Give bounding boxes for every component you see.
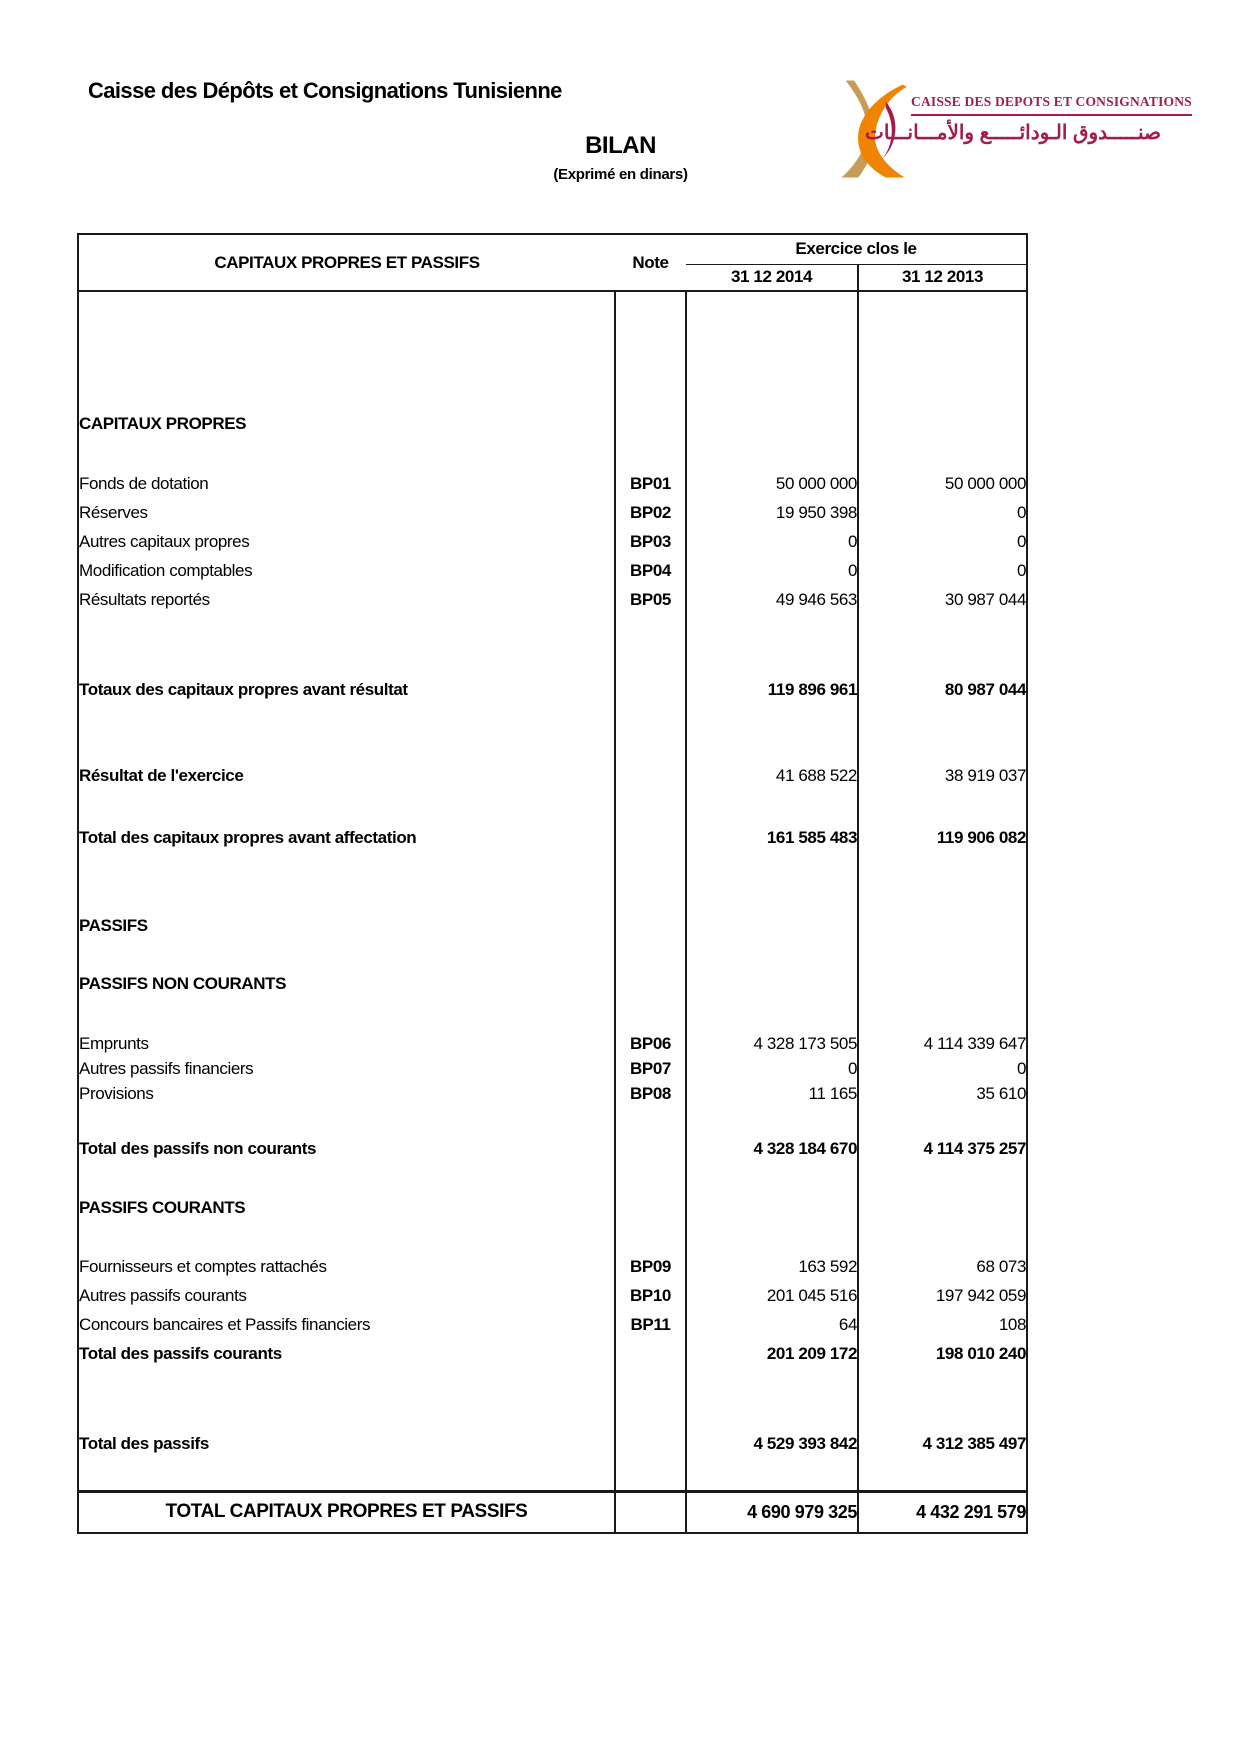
row-label: Fonds de dotation (79, 473, 209, 493)
row-value-2014 (686, 911, 858, 941)
table-row (78, 1031, 1027, 1056)
row-label: Total des passifs non courants (79, 1139, 317, 1159)
table-row (78, 527, 1027, 556)
row-value-2014 (686, 1193, 858, 1223)
grand-total-note (615, 1491, 686, 1533)
logo-text-arabic: صنـــــدوق الـودائـــــع والأمـــانـــات (865, 122, 1161, 144)
grand-total-row (78, 1491, 1027, 1533)
row-value-2014: 163 592 (798, 1256, 857, 1276)
spacer-row (78, 704, 1027, 761)
row-value-2014: 201 045 516 (766, 1285, 857, 1305)
row-label: Modification comptables (79, 560, 253, 580)
table-row (78, 1281, 1027, 1310)
spacer-row (78, 1223, 1027, 1252)
row-value-2014 (686, 969, 858, 999)
row-value-2014: 201 209 172 (766, 1343, 857, 1363)
row-note: BP09 (615, 1252, 686, 1281)
column-header-2013: 31 12 2013 (858, 264, 1027, 291)
grand-total-label: TOTAL CAPITAUX PROPRES ET PASSIFS (78, 1491, 615, 1533)
row-note (615, 1193, 686, 1223)
section-heading-row (78, 969, 1027, 999)
row-value-2013 (858, 911, 1027, 941)
row-value-2014: 64 (838, 1314, 857, 1334)
row-value-2013: 0 (858, 1056, 1027, 1081)
row-label: Réserves (79, 502, 148, 522)
row-note (615, 1429, 686, 1459)
section-heading-row (78, 409, 1027, 439)
table-row (78, 498, 1027, 527)
column-header-note: Note (615, 234, 686, 291)
section-heading-row (78, 911, 1027, 941)
row-value-2013: 108 (858, 1310, 1027, 1339)
logo-text-french: CAISSE DES DEPOTS ET CONSIGNATIONS (911, 94, 1192, 116)
row-value-2014: 0 (847, 1058, 857, 1078)
spacer-row (78, 1106, 1027, 1134)
row-note (615, 1339, 686, 1368)
row-label: Résultat de l'exercice (79, 766, 244, 786)
row-value-2014: 119 896 961 (767, 679, 857, 699)
row-value-2013: 198 010 240 (858, 1339, 1027, 1368)
row-note: BP10 (615, 1281, 686, 1310)
row-value-2013: 4 114 339 647 (858, 1031, 1027, 1056)
row-value-2013: 4 114 375 257 (858, 1134, 1027, 1164)
row-value-2013: 68 073 (858, 1252, 1027, 1281)
row-value-2014: 0 (847, 560, 857, 580)
row-value-2013: 30 987 044 (858, 585, 1027, 614)
subtotal-row (78, 823, 1027, 853)
row-label: Total des passifs courants (79, 1343, 282, 1363)
row-label: Autres passifs courants (79, 1285, 247, 1305)
row-note: BP06 (615, 1031, 686, 1056)
subtotal-row (78, 675, 1027, 704)
table-row (78, 585, 1027, 614)
row-value-2014: 161 585 483 (766, 828, 857, 848)
spacer-row (78, 853, 1027, 911)
row-value-2014: 0 (847, 531, 857, 551)
table-row (78, 761, 1027, 791)
row-value-2013: 0 (858, 556, 1027, 585)
spacer-row (78, 439, 1027, 469)
row-value-2014: 49 946 563 (775, 589, 857, 609)
row-note: BP02 (615, 498, 686, 527)
table-header-row-1 (78, 234, 1027, 264)
row-note: BP08 (615, 1081, 686, 1106)
row-label: Concours bancaires et Passifs financiers (79, 1314, 371, 1334)
row-label: Résultats reportés (79, 589, 210, 609)
row-value-2013: 50 000 000 (858, 469, 1027, 498)
row-note: BP03 (615, 527, 686, 556)
column-header-label: CAPITAUX PROPRES ET PASSIFS (78, 234, 615, 291)
row-label: Totaux des capitaux propres avant résultat (79, 679, 408, 699)
table-row (78, 469, 1027, 498)
spacer-row (78, 1164, 1027, 1193)
row-value-2014 (686, 409, 858, 439)
company-name: Caisse des Dépôts et Consignations Tunisienne (88, 78, 562, 103)
spacer-row (78, 941, 1027, 969)
spacer-row (78, 291, 1027, 409)
row-note: BP11 (615, 1310, 686, 1339)
row-note: BP01 (615, 469, 686, 498)
row-label: Total des capitaux propres avant affectation (79, 828, 417, 848)
row-note (615, 1134, 686, 1164)
row-note (615, 823, 686, 853)
section-heading-row (78, 1193, 1027, 1223)
row-value-2014: 4 529 393 842 (753, 1434, 857, 1454)
spacer-row (78, 999, 1027, 1031)
table-row (78, 1056, 1027, 1081)
document-title: BILAN (585, 132, 656, 159)
grand-total-value-2013: 4 432 291 579 (858, 1491, 1027, 1533)
subtotal-row (78, 1339, 1027, 1368)
row-note (615, 911, 686, 941)
row-note: BP05 (615, 585, 686, 614)
subtotal-row (78, 1134, 1027, 1164)
row-label: Provisions (79, 1083, 154, 1103)
table-row (78, 1081, 1027, 1106)
table-row (78, 556, 1027, 585)
row-value-2014: 50 000 000 (775, 473, 857, 493)
row-note (615, 409, 686, 439)
row-value-2014: 11 165 (808, 1083, 857, 1103)
bilan-table (77, 233, 1028, 1534)
table-row (78, 1252, 1027, 1281)
row-note: BP07 (615, 1056, 686, 1081)
row-value-2013: 38 919 037 (858, 761, 1027, 791)
row-value-2013: 80 987 044 (858, 675, 1027, 704)
row-value-2013: 35 610 (858, 1081, 1027, 1106)
column-header-period-group: Exercice clos le (686, 234, 1027, 264)
row-label: PASSIFS (79, 916, 148, 936)
row-label: Autres capitaux propres (79, 531, 250, 551)
column-header-2014: 31 12 2014 (686, 264, 858, 291)
row-value-2013: 0 (858, 527, 1027, 556)
row-note (615, 761, 686, 791)
row-label: Total des passifs (79, 1434, 209, 1454)
spacer-row (78, 1459, 1027, 1491)
row-value-2014: 41 688 522 (775, 766, 857, 786)
spacer-row (78, 1368, 1027, 1429)
row-label: Fournisseurs et comptes rattachés (79, 1256, 327, 1276)
row-note (615, 675, 686, 704)
row-value-2013 (858, 409, 1027, 439)
subtotal-row (78, 1429, 1027, 1459)
row-label: PASSIFS NON COURANTS (79, 974, 287, 994)
row-value-2013: 4 312 385 497 (858, 1429, 1027, 1459)
row-note: BP04 (615, 556, 686, 585)
row-value-2013: 197 942 059 (858, 1281, 1027, 1310)
row-label: CAPITAUX PROPRES (79, 414, 247, 434)
row-label: Autres passifs financiers (79, 1058, 254, 1078)
spacer-row (78, 614, 1027, 675)
row-value-2013 (858, 969, 1027, 999)
row-note (615, 969, 686, 999)
spacer-row (78, 791, 1027, 823)
row-value-2014: 19 950 398 (775, 502, 857, 522)
row-value-2013 (858, 1193, 1027, 1223)
row-value-2014: 4 328 173 505 (753, 1033, 857, 1053)
row-value-2013: 119 906 082 (858, 823, 1027, 853)
row-label: PASSIFS COURANTS (79, 1198, 246, 1218)
row-value-2014: 4 328 184 670 (753, 1139, 857, 1159)
table-row (78, 1310, 1027, 1339)
row-value-2013: 0 (858, 498, 1027, 527)
row-label: Emprunts (79, 1033, 149, 1053)
document-subtitle: (Exprimé en dinars) (553, 166, 688, 183)
grand-total-value-2014: 4 690 979 325 (686, 1491, 858, 1533)
